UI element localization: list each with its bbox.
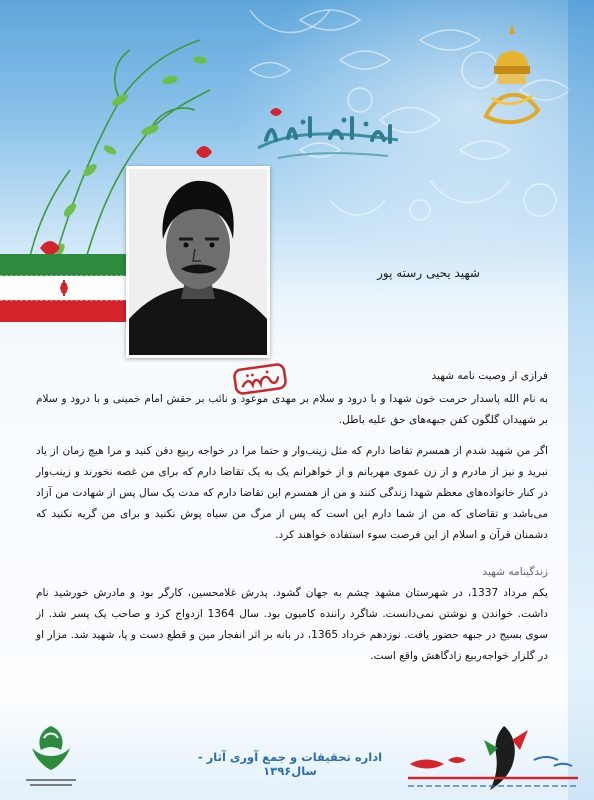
will-paragraph-1: به نام الله پاسدار حرمت خون شهدا و با درود و سلام بر مهدی موعود و نائب بر حقش امام خمینی و با درود و سلام بر شهیدان گلگون کفن جبهه‌های حق علیه باطل.: [36, 393, 548, 426]
will-intro: فرازی از وصیت نامه شهید: [431, 370, 548, 382]
portrait-image: [129, 169, 267, 355]
martyr-portrait-photo: [126, 166, 270, 358]
footer-credit: اداره تحقیقات و جمع آوری آثار - سال۱۳۹۶: [197, 750, 383, 778]
razavi-shrine-logo-icon: [478, 20, 546, 130]
right-decorative-strip: [568, 0, 594, 800]
will-paragraph-2: اگر من شهید شدم از همسرم تقاضا دارم که مثل زینب‌وار و حتما مرا در خواجه ربیع دفن کنید و مرا هیچ زمان از یاد نبرید و نیز از مادرم و از زن عموی مهربانم و از خواهرانم یک به یک تقاضا دارم که برای من غصه نخورند و زینب‌وار در کنار خانواده‌های معظم شهدا زندگی کنند و من از همسرم این تقاضا دارم که مدت یک سال پس از شهادت من آزاد می‌باشد و تقاضای که من از شما دارم این است که پس از مرگ من سیاه پوش نکنید و برای من گریه نکنید که دشمنان قرآن و اسلام از این فرصت سوء استفاده خواهند کرد.: [36, 445, 548, 541]
iran-flag-icon: [0, 254, 128, 322]
martyr-name: شهید یحیی رسته پور: [377, 266, 480, 280]
document-body: [36, 366, 548, 667]
navid-shahed-logo-icon: [404, 720, 588, 796]
isargaran-documents-center-logo-icon: [20, 718, 82, 790]
biography-text: یکم مرداد 1337، در شهرستان مشهد چشم به جهان گشود. پدرش غلامحسین، کارگر بود و مادرش خورشید نام داشت. خواندن و نوشتن نمی‌دانست. شاگرد راننده کامیون بود. سال 1364 ازدواج کرد و صاحب یک پسر شد. از سوی بسیج در جبهه حضور یافت. نوزدهم خرداد 1365، در بانه بر اثر انفجار مین و قطع دست و پا، شهید شد. مزار او در گلزار خواجه‌ربیع زادگاهش واقع است.: [36, 587, 549, 662]
title-calligraphy-emblem: [248, 100, 408, 170]
biography-heading: زندگینامه شهید: [482, 566, 548, 578]
